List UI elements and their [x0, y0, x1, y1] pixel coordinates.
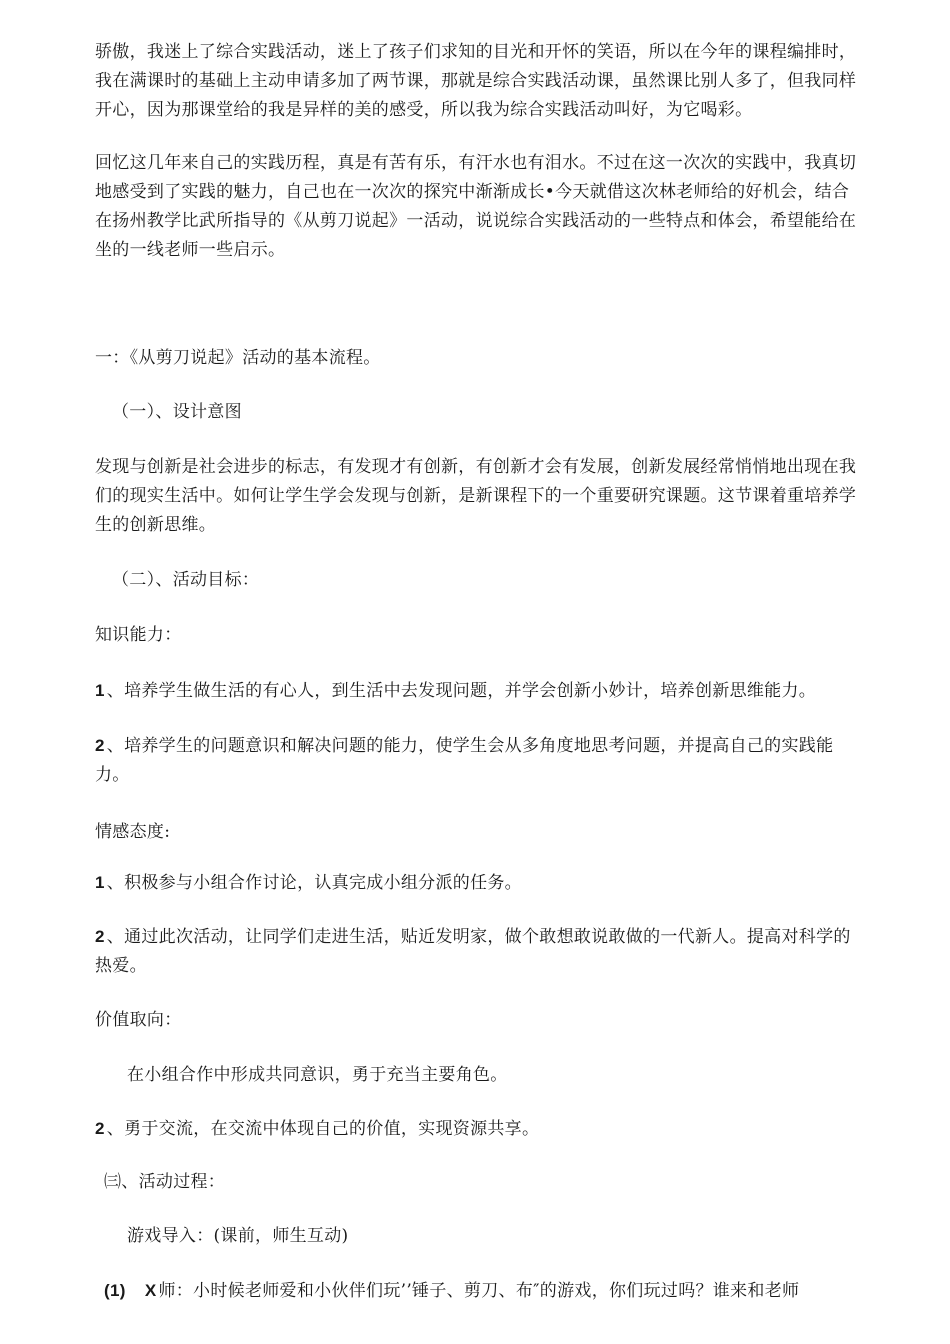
item-text: 、积极参与小组合作讨论，认真完成小组分派的任务。	[106, 873, 522, 893]
knowledge-item-2	[95, 731, 865, 790]
emotion-heading: 情感态度:	[95, 822, 171, 842]
item-number: 1	[95, 681, 105, 700]
value-heading: 价值取向：	[95, 1010, 182, 1030]
knowledge-heading: 知识能力：	[95, 625, 182, 645]
intro-paragraph-2: 回忆这几年来自己的实践历程，真是有苦有乐，有汗水也有泪水。不过在这一次次的实践中，我真切地感受到了实践的魅力，自己也在一次次的探究中渐渐成长•今天就借这次林老师给的好机会，结合在扬州教学比武所指导的《从剪刀说起》一活动，说说综合实践活动的一些特点和体会，希望能给在坐的一线老师一些启示。	[95, 153, 857, 260]
subsection-heading-goals: （二）、活动目标：	[112, 570, 260, 590]
item-text: 、通过此次活动，让同学们走进生活，贴近发明家，做个敢想敢说敢做的一代新人。提高对科学的热爱。	[95, 927, 851, 976]
speaker-mark: X	[144, 1281, 157, 1300]
item-text: 、勇于交流，在交流中体现自己的价值，实现资源共享。	[106, 1119, 540, 1139]
knowledge-item-1	[95, 676, 865, 706]
dialog-text: 师：小时候老师爱和小伙伴们玩’’锤子、剪刀、布″的游戏，你们玩过吗？谁来和老师	[158, 1281, 800, 1301]
intro-paragraph-1: 骄傲，我迷上了综合实践活动，迷上了孩子们求知的目光和开怀的笑语，所以在今年的课程编排时，我在满课时的基础上主动申请多加了两节课，那就是综合实践活动课，虽然课比别人多了，但我同样开心，因为那课堂给的我是异样的美的感受，所以我为综合实践活动叫好，为它喝彩。	[95, 42, 857, 120]
item-number: 2	[95, 736, 105, 755]
item-number: (1)	[104, 1281, 126, 1300]
emotion-item-1	[95, 868, 865, 898]
dialog-line-1	[104, 1276, 864, 1306]
item-number: 1	[95, 873, 105, 892]
subsection-heading-process: ㈢、活动过程：	[104, 1172, 226, 1192]
item-number: 2	[95, 1119, 105, 1138]
design-intent-body: 发现与创新是社会进步的标志，有发现才有创新，有创新才会有发展，创新发展经常悄悄地出现在我们的现实生活中。如何让学生学会发现与创新，是新课程下的一个重要研究课题。这节课着重培养学生的创新思维。	[95, 457, 857, 535]
value-item-1: 在小组合作中形成共同意识，勇于充当主要角色。	[127, 1065, 508, 1085]
item-number: 2	[95, 927, 105, 946]
subsection-heading-design: （一）、设计意图	[112, 402, 242, 422]
section-heading-1: 一：《从剪刀说起》活动的基本流程。	[95, 348, 381, 368]
emotion-item-2	[95, 922, 865, 981]
value-item-2	[95, 1114, 865, 1144]
item-text: 、培养学生做生活的有心人，到生活中去发现问题，并学会创新小妙计，培养创新思维能力。	[106, 681, 817, 701]
item-text: 、培养学生的问题意识和解决问题的能力，使学生会从多角度地思考问题，并提高自己的实践能力。	[95, 736, 834, 785]
game-intro: 游戏导入：(课前，师生互动)	[127, 1226, 349, 1246]
